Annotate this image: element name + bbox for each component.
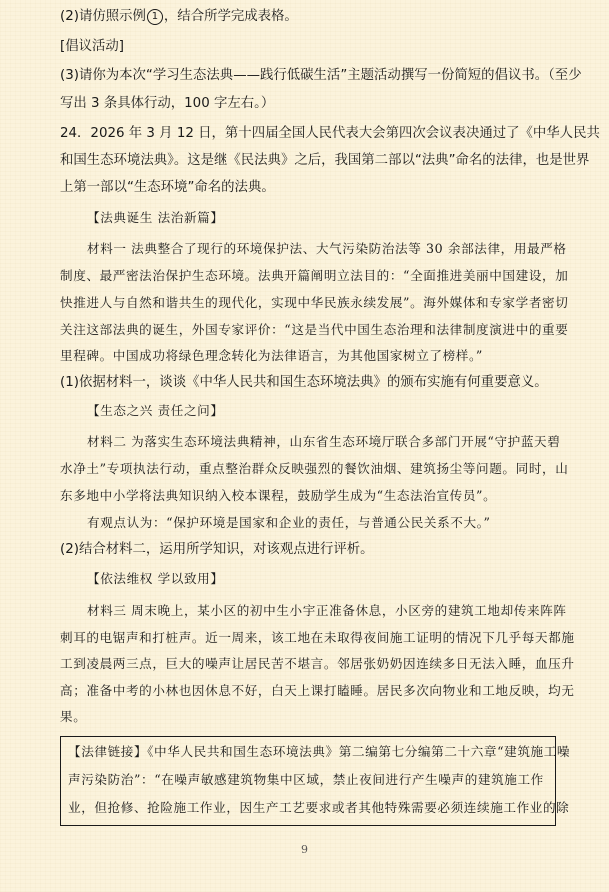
legal-link-line-1: 【法律链接】《中华人民共和国生态环境法典》第二编第七分编第二十六章“建筑施工噪 (68, 744, 571, 759)
legal-link-line-3: 业，但抢修、抢险施工作业，因生产工艺要求或者其他特殊需要必须连续施工作业的除 (68, 800, 570, 815)
viewpoint-statement: 有观点认为：“保护环境是国家和企业的责任，与普通公民关系不大。” (87, 515, 491, 530)
question-24-line-1: 24．2026 年 3 月 12 日，第十四届全国人民代表大会第四次会议表决通过了《中华人民共 (60, 126, 600, 141)
material-3-line-1: 材料三 周末晚上，某小区的初中生小宇正准备休息，小区旁的建筑工地却传来阵阵 (87, 603, 567, 618)
question-2-evaluate: (2)结合材料二，运用所学知识，对该观点进行评析。 (60, 542, 374, 557)
material-2-line-1: 材料二 为落实生态环境法典精神，山东省生态环境厅联合多部门开展“守护蓝天碧 (87, 434, 561, 449)
material-1-line-2: 制度、最严密法治保护生态环境。法典开篇阐明立法目的：“全面推进美丽中国建设，加 (60, 268, 569, 283)
material-2-line-2: 水净土”专项执法行动，重点整治群众反映强烈的餐饮油烟、建筑扬尘等问题。同时，山 (60, 461, 569, 476)
material-1-line-3: 快推进人与自然和谐共生的现代化，实现中华民族永续发展”。海外媒体和专家学者密切 (60, 295, 569, 310)
legal-link-line-2: 声污染防治”：“在噪声敏感建筑物集中区域，禁止夜间进行产生噪声的建筑施工作 (68, 772, 544, 787)
material-1-line-1: 材料一 法典整合了现行的环境保护法、大气污染防治法等 30 余部法律，用最严格 (87, 241, 567, 256)
material-3-line-4: 高；准备中考的小林也因休息不好，白天上课打瞌睡。居民多次向物业和工地反映，均无 (60, 683, 575, 698)
material-1-line-5: 里程碑。中国成功将绿色理念转化为法律语言，为其他国家树立了榜样。” (60, 348, 483, 363)
question-24-line-3: 上第一部以“生态环境”命名的法典。 (60, 180, 275, 195)
page-number: 9 (301, 843, 308, 856)
material-3-line-5: 果。 (60, 709, 87, 724)
material-2-line-3: 东多地中小学将法典知识纳入校本课程，鼓励学生成为“生态法治宣传员”。 (60, 488, 497, 503)
section-3-title: 【依法维权 学以致用】 (87, 571, 224, 586)
section-2-title: 【生态之兴 责任之问】 (87, 403, 224, 418)
material-3-line-3: 工到凌晨两三点，巨大的噪声让居民苦不堪言。邻居张奶奶因连续多日无法入睡，血压升 (60, 656, 575, 671)
material-1-line-4: 关注这部法典的诞生，外国专家评价：“这是当代中国生态治理和法律制度演进中的重要 (60, 322, 569, 337)
section-1-title: 【法典诞生 法治新篇】 (87, 210, 224, 225)
material-3-line-2: 刺耳的电锯声和打桩声。近一周来，该工地在未取得夜间施工证明的情况下几乎每天都施 (60, 630, 575, 645)
question-3-line-2: 写出 3 条具体行动，100 字左右。） (60, 96, 275, 111)
question-2-prompt: (2)请仿照示例 1 ，结合所学完成表格。 (60, 9, 298, 24)
question-24-line-2: 和国生态环境法典》。这是继《民法典》之后，我国第二部以“法典”命名的法律，也是世界 (60, 153, 590, 168)
question-3-line-1: (3)请你为本次“学习生态法典——践行低碳生活”主题活动撰写一份简短的倡议书。（至少 (60, 68, 582, 83)
example-number-circle: 1 (147, 9, 163, 25)
question-1: (1)依据材料一，谈谈《中华人民共和国生态环境法典》的颁布实施有何重要意义。 (60, 375, 548, 390)
activity-label: [倡议活动] (60, 39, 125, 54)
